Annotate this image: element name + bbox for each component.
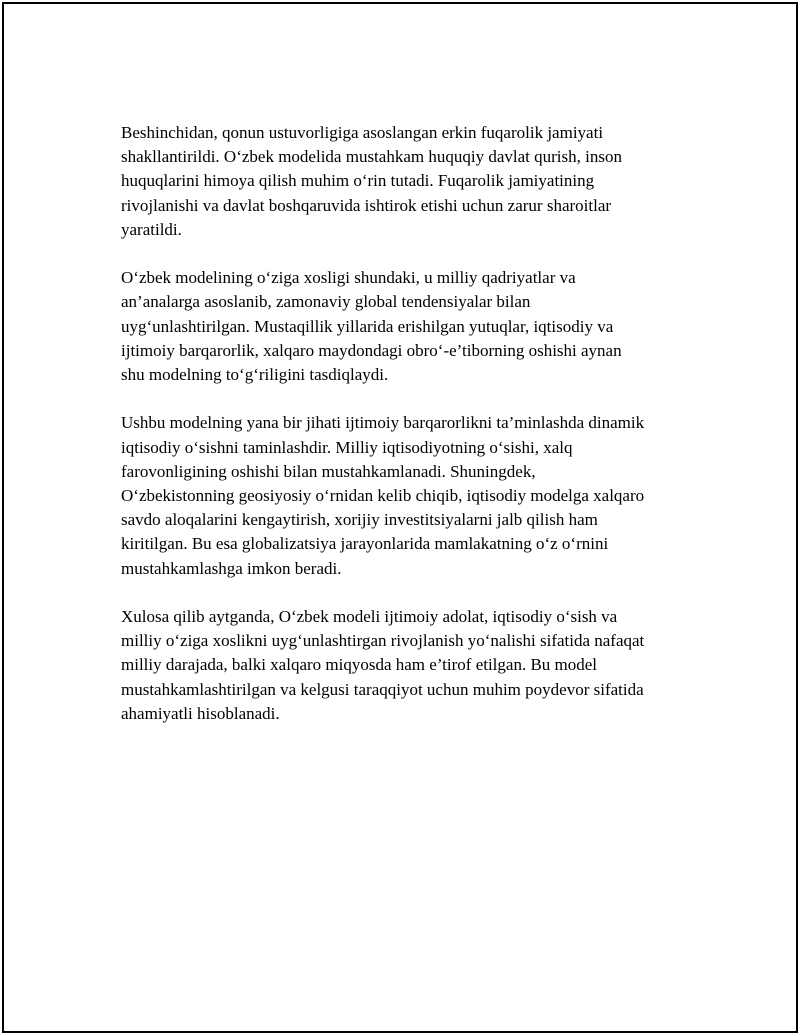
text-line: iqtisodiy o‘sishni taminlashdir. Milliy iqtisodiyotning o‘sishi, xalq bbox=[121, 437, 573, 457]
text-line: shu modelning to‘g‘riligini tasdiqlaydi. bbox=[121, 365, 389, 385]
text-line: Ushbu modelning yana bir jihati ijtimoiy barqarorlikni ta’minlashda dinamik bbox=[121, 413, 645, 433]
document-body bbox=[121, 121, 711, 750]
paragraph-4 bbox=[121, 605, 711, 726]
text-line: mustahkamlashtirilgan va kelgusi taraqqiyot uchun muhim poydevor sifatida bbox=[121, 679, 644, 699]
text-line: kiritilgan. Bu esa globalizatsiya jarayonlarida mamlakatning o‘z o‘rnini bbox=[121, 534, 609, 554]
text-line: yaratildi. bbox=[121, 219, 182, 239]
text-line: an’analarga asoslanib, zamonaviy global tendensiyalar bilan bbox=[121, 292, 531, 312]
page-frame bbox=[2, 2, 798, 1033]
paragraph-1 bbox=[121, 121, 711, 242]
paragraph-2 bbox=[121, 266, 711, 387]
text-line: ahamiyatli hisoblanadi. bbox=[121, 703, 280, 723]
text-line: rivojlanishi va davlat boshqaruvida ishtirok etishi uchun zarur sharoitlar bbox=[121, 195, 612, 215]
paragraph-3 bbox=[121, 411, 711, 580]
text-line: milliy darajada, balki xalqaro miqyosda ham e’tirof etilgan. Bu model bbox=[121, 655, 598, 675]
text-line: O‘zbekistonning geosiyosiy o‘rnidan kelib chiqib, iqtisodiy modelga xalqaro bbox=[121, 486, 645, 506]
text-line: mustahkamlashga imkon beradi. bbox=[121, 558, 342, 578]
text-line: ijtimoiy barqarorlik, xalqaro maydondagi obro‘-e’tiborning oshishi aynan bbox=[121, 340, 622, 360]
text-line: farovonligining oshishi bilan mustahkamlanadi. Shuningdek, bbox=[121, 461, 536, 481]
text-line: O‘zbek modelining o‘ziga xosligi shundaki, u milliy qadriyatlar va bbox=[121, 268, 576, 288]
text-line: Xulosa qilib aytganda, O‘zbek modeli ijtimoiy adolat, iqtisodiy o‘sish va bbox=[121, 607, 618, 627]
text-line: milliy o‘ziga xoslikni uyg‘unlashtirgan rivojlanish yo‘nalishi sifatida nafaqat bbox=[121, 631, 645, 651]
text-line: Beshinchidan, qonun ustuvorligiga asoslangan erkin fuqarolik jamiyati bbox=[121, 123, 604, 142]
text-line: savdo aloqalarini kengaytirish, xorijiy investitsiyalarni jalb qilish ham bbox=[121, 510, 598, 530]
text-line: huquqlarini himoya qilish muhim o‘rin tutadi. Fuqarolik jamiyatining bbox=[121, 171, 595, 191]
text-line: shakllantirildi. O‘zbek modelida mustahkam huquqiy davlat qurish, inson bbox=[121, 147, 622, 167]
text-line: uyg‘unlashtirilgan. Mustaqillik yillarida erishilgan yutuqlar, iqtisodiy va bbox=[121, 316, 614, 336]
